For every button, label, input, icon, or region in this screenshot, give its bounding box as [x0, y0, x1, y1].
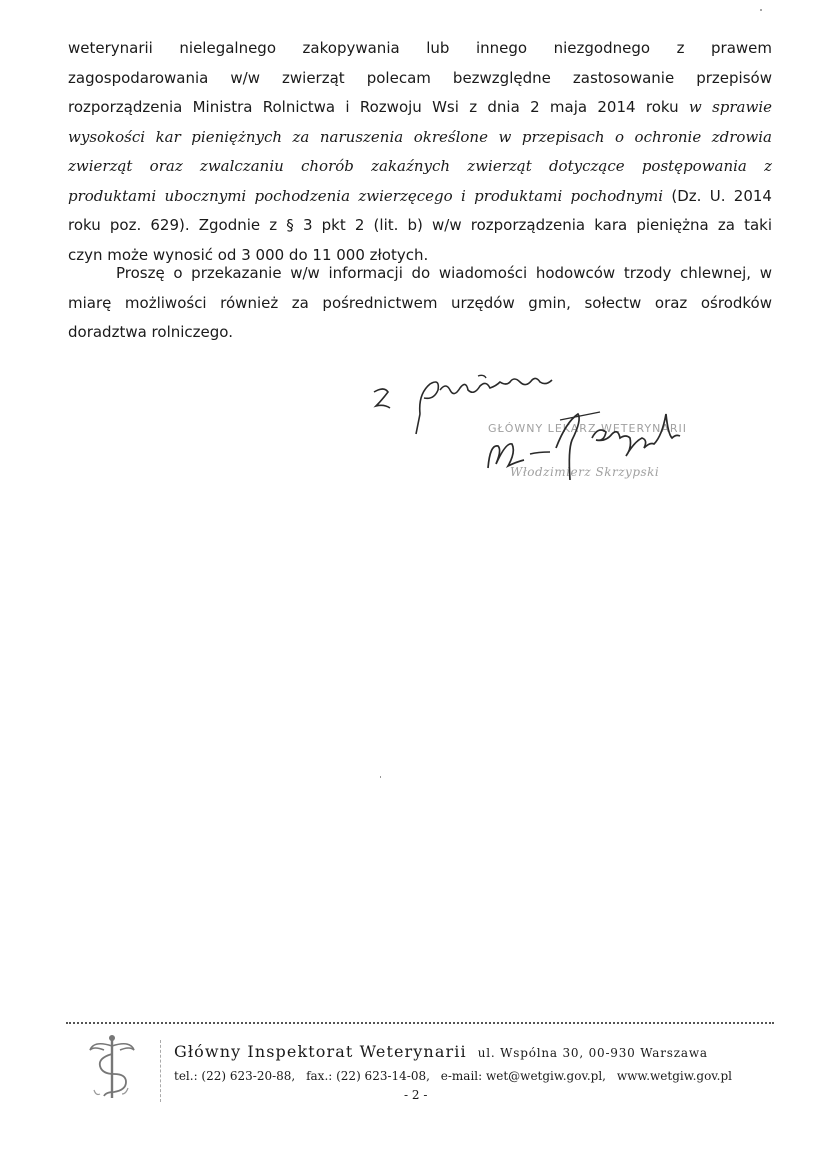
text-run: (Dz. U. 2014: [663, 186, 772, 205]
text-line: [68, 123, 772, 153]
italic-text-run: w sprawie: [688, 98, 772, 116]
text-run: weterynarii nielegalnego zakopywania lub innego niezgodnego z prawem: [68, 39, 772, 57]
italic-text-run: zwierząt oraz zwalczaniu chorób zakaźnych zwierząt dotyczące postępowania z: [68, 157, 772, 175]
signature-block: [360, 372, 720, 492]
scan-speck: [380, 776, 381, 778]
italic-text-run: produktami ubocznymi pochodzenia zwierzęcego i produktami pochodnymi: [68, 186, 664, 205]
text-line: [68, 211, 772, 241]
caduceus-icon: [84, 1032, 140, 1102]
footer-website[interactable]: www.wetgiw.gov.pl: [616, 1069, 732, 1083]
footer-vertical-divider: [160, 1040, 161, 1102]
text-run: czyn może wynosić od 3 000 do 11 000 złotych.: [68, 245, 429, 264]
text-line: [68, 64, 772, 94]
footer-divider-line: [66, 1022, 774, 1024]
footer-organization: Główny Inspektorat Weterynarii: [174, 1042, 467, 1061]
text-line: doradztwa rolniczego.: [68, 323, 233, 341]
text-line: [68, 152, 772, 182]
text-run: zagospodarowania w/w zwierząt polecam bezwzględne zastosowanie przepisów: [68, 68, 772, 87]
footer-phone: tel.: (22) 623-20-88,: [174, 1069, 296, 1083]
scan-speck: [760, 9, 762, 11]
paragraph-2: [68, 259, 772, 348]
stamp-name: Włodzimierz Skrzypski: [510, 465, 660, 479]
text-line: Proszę o przekazanie w/w informacji do wiadomości hodowców trzody chlewnej, w: [116, 264, 772, 282]
text-line: miarę możliwości również za pośrednictwem urzędów gmin, sołectw oraz ośrodków: [68, 293, 772, 312]
text-line: [68, 182, 772, 212]
paragraph-1: [68, 34, 772, 270]
text-run: roku poz. 629). Zgodnie z § 3 pkt 2 (lit. b) w/w rozporządzenia kara pieniężna za taki: [68, 216, 772, 234]
italic-text-run: wysokości kar pieniężnych za naruszenia określone w przepisach o ochronie zdrowia: [68, 127, 772, 146]
footer-address: ul. Wspólna 30, 00-930 Warszawa: [477, 1046, 708, 1060]
stamp-title: GŁÓWNY LEKARZ WETERYNARII: [488, 422, 688, 435]
footer-fax: fax.: (22) 623-14-08,: [306, 1069, 430, 1083]
footer-header: [174, 1042, 708, 1061]
footer-email[interactable]: e-mail: wet@wetgiw.gov.pl,: [440, 1069, 606, 1083]
text-line: [68, 93, 772, 123]
text-line: [68, 34, 772, 64]
page-number: - 2 -: [404, 1088, 428, 1102]
handwritten-signature: [360, 372, 720, 492]
text-run: rozporządzenia Ministra Rolnictwa i Rozwoju Wsi z dnia 2 maja 2014 roku: [68, 98, 689, 116]
footer-contacts: [174, 1069, 739, 1083]
